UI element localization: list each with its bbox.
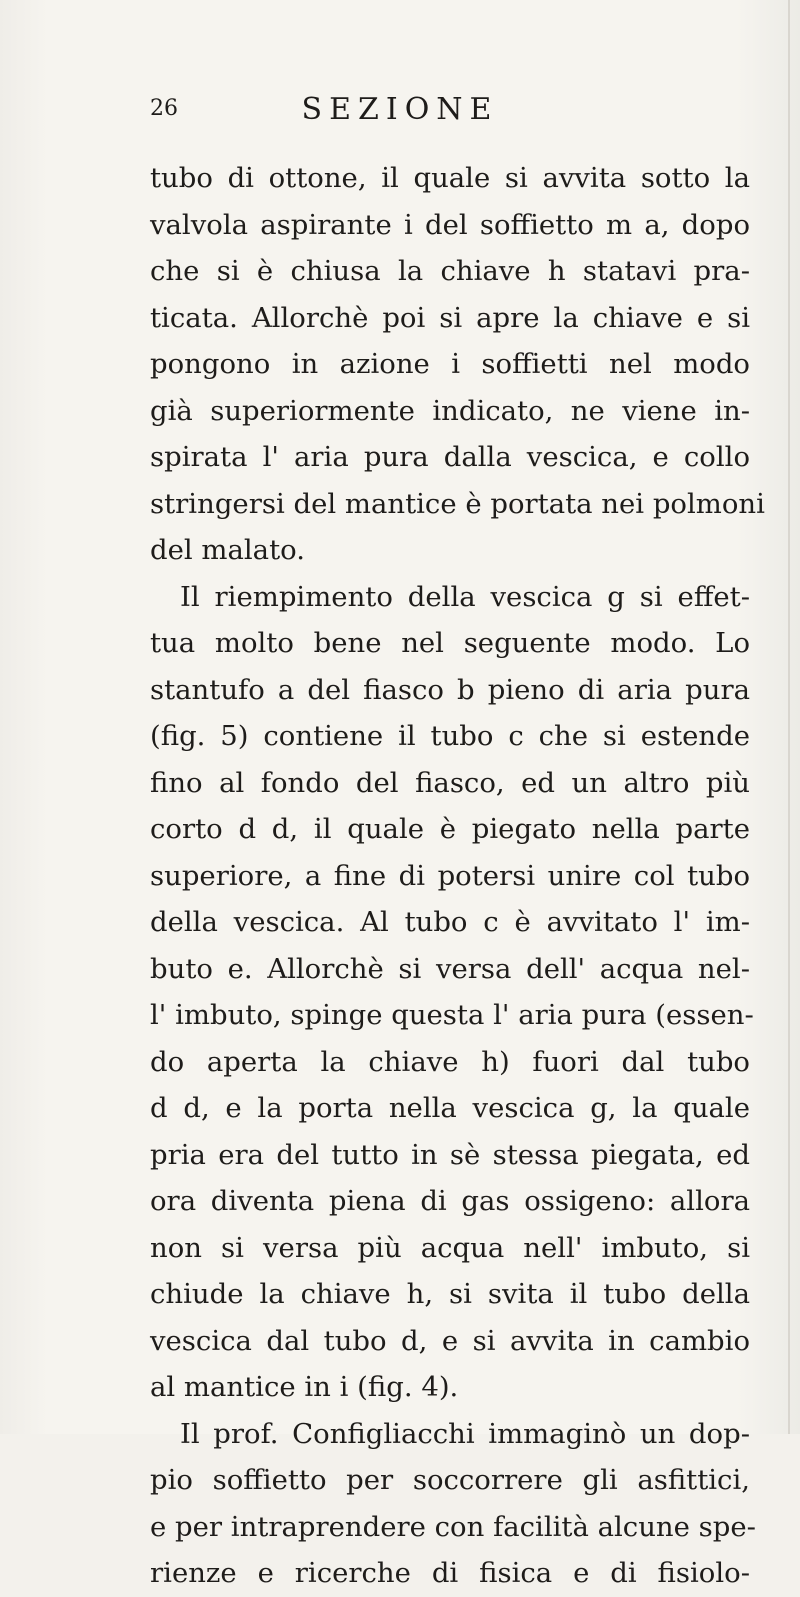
page-number: 26 xyxy=(150,96,178,121)
text-line: (fig. 5) contiene il tubo c che si estende xyxy=(150,720,750,752)
text-line: al mantice in i (fig. 4). xyxy=(150,1371,459,1403)
section-title: SEZIONE xyxy=(301,92,499,127)
text-line: già superiormente indicato, ne viene in- xyxy=(150,394,750,427)
text-line: buto e. Allorchè si versa dell' acqua nel- xyxy=(150,952,750,985)
text-line: Il prof. Configliacchi immaginò un dop- xyxy=(180,1417,750,1450)
body-text xyxy=(150,155,765,1597)
text-line: pria era del tutto in sè stessa piegata, ed xyxy=(150,1138,750,1171)
text-line: ora diventa piena di gas ossigeno: allora xyxy=(150,1185,750,1217)
text-line: vescica dal tubo d, e si avvita in cambio xyxy=(150,1324,750,1357)
text-line: non si versa più acqua nell' imbuto, si xyxy=(150,1231,750,1264)
text-line: chiude la chiave h, si svita il tubo della xyxy=(150,1278,750,1310)
text-line: del malato. xyxy=(150,534,305,566)
text-line: d d, e la porta nella vescica g, la quale xyxy=(150,1092,750,1124)
text-line: l' imbuto, spinge questa l' aria pura (essen- xyxy=(150,999,754,1031)
text-line: spirata l' aria pura dalla vescica, e collo xyxy=(150,441,750,473)
text-line: rienze e ricerche di fisica e di fisiolo- xyxy=(150,1557,750,1589)
text-line: ticata. Allorchè poi si apre la chiave e si xyxy=(150,301,750,334)
text-line: della vescica. Al tubo c è avvitato l' im- xyxy=(150,906,750,938)
text-line: fino al fondo del fiasco, ed un altro più xyxy=(150,766,750,799)
page-edge-shadow xyxy=(788,0,790,1434)
text-line: tua molto bene nel seguente modo. Lo xyxy=(150,627,750,659)
running-head xyxy=(0,92,800,132)
text-line: superiore, a fine di potersi unire col tubo xyxy=(150,859,750,892)
text-line: pongono in azione i soffietti nel modo xyxy=(150,348,750,380)
text-line: stringersi del mantice è portata nei polmoni xyxy=(150,487,765,520)
text-line: Il riempimento della vescica g si effet- xyxy=(180,580,750,613)
text-line: corto d d, il quale è piegato nella parte xyxy=(150,813,750,845)
text-line: tubo di ottone, il quale si avvita sotto la xyxy=(150,162,750,194)
text-line: stantufo a del fiasco b pieno di aria pura xyxy=(150,673,750,706)
text-line: pio soffietto per soccorrere gli asfittici, xyxy=(150,1464,750,1496)
text-line: che si è chiusa la chiave h statavi pra- xyxy=(150,255,750,287)
text-line: valvola aspirante i del soffietto m a, dopo xyxy=(150,208,750,241)
text-line: e per intraprendere con facilità alcune spe- xyxy=(150,1510,756,1543)
text-line: do aperta la chiave h) fuori dal tubo xyxy=(150,1045,750,1078)
